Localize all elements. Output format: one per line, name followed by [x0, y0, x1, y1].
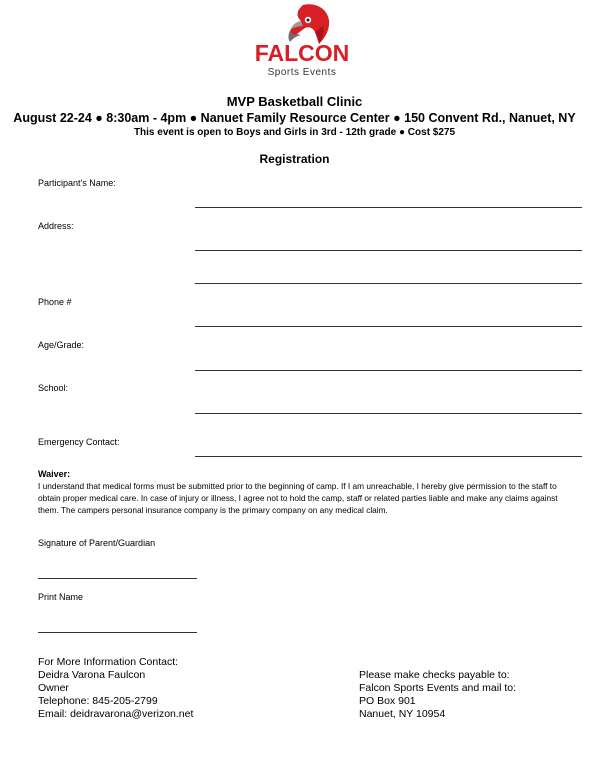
logo-wordmark: FALCON	[254, 40, 350, 66]
parent-signature-label: Signature of Parent/Guardian	[38, 538, 156, 548]
print-name-label: Print Name	[38, 592, 84, 602]
emergency-contact-field[interactable]	[195, 456, 582, 457]
participant-name-field[interactable]	[195, 207, 582, 208]
address-label: Address:	[38, 221, 74, 231]
participant-name-label: Participant's Name:	[38, 178, 116, 188]
contact-email: Email: deidravarona@verizon.net	[38, 708, 194, 720]
payment-line-4: Nanuet, NY 10954	[359, 708, 446, 720]
waiver-heading: Waiver:	[38, 469, 71, 479]
parent-signature-field[interactable]	[38, 578, 197, 579]
contact-name: Deidra Varona Faulcon	[38, 669, 146, 681]
address-field-line-1[interactable]	[195, 250, 582, 251]
contact-role: Owner	[38, 682, 69, 694]
emergency-contact-label: Emergency Contact:	[38, 437, 120, 447]
phone-label: Phone #	[38, 297, 72, 307]
event-eligibility: This event is open to Boys and Girls in 3rd - 12th grade ● Cost $275	[133, 127, 456, 138]
school-label: School:	[38, 383, 69, 393]
age-grade-field[interactable]	[195, 370, 582, 371]
school-field[interactable]	[195, 413, 582, 414]
age-grade-label: Age/Grade:	[38, 340, 85, 350]
waiver-text: I understand that medical forms must be submitted prior to the beginning of camp. If I am unreachable, I hereby give permission to the staff to obtain proper medical care. In case of injury or illness, I agree not to hold the camp, staff or related parties liable and make any claims against them. The campers personal insurance company is the primary company on any medical claim.	[38, 481, 558, 515]
falcon-logo	[251, 2, 353, 88]
payment-line-2: Falcon Sports Events and mail to:	[359, 682, 516, 694]
event-details: August 22-24 ● 8:30am - 4pm ● Nanuet Family Resource Center ● 150 Convent Rd., Nanuet, NY	[13, 111, 576, 125]
contact-info	[38, 656, 193, 721]
registration-heading: Registration	[259, 152, 330, 166]
phone-field[interactable]	[195, 326, 582, 327]
contact-heading: For More Information Contact:	[38, 656, 179, 668]
logo-subtitle: Sports Events	[267, 67, 337, 78]
contact-phone: Telephone: 845-205-2799	[38, 695, 158, 707]
address-field-line-2[interactable]	[195, 283, 582, 284]
payment-line-3: PO Box 901	[359, 695, 416, 707]
payment-info	[359, 669, 516, 721]
event-title: MVP Basketball Clinic	[226, 94, 363, 109]
print-name-field[interactable]	[38, 632, 197, 633]
payment-line-1: Please make checks payable to:	[359, 669, 510, 681]
